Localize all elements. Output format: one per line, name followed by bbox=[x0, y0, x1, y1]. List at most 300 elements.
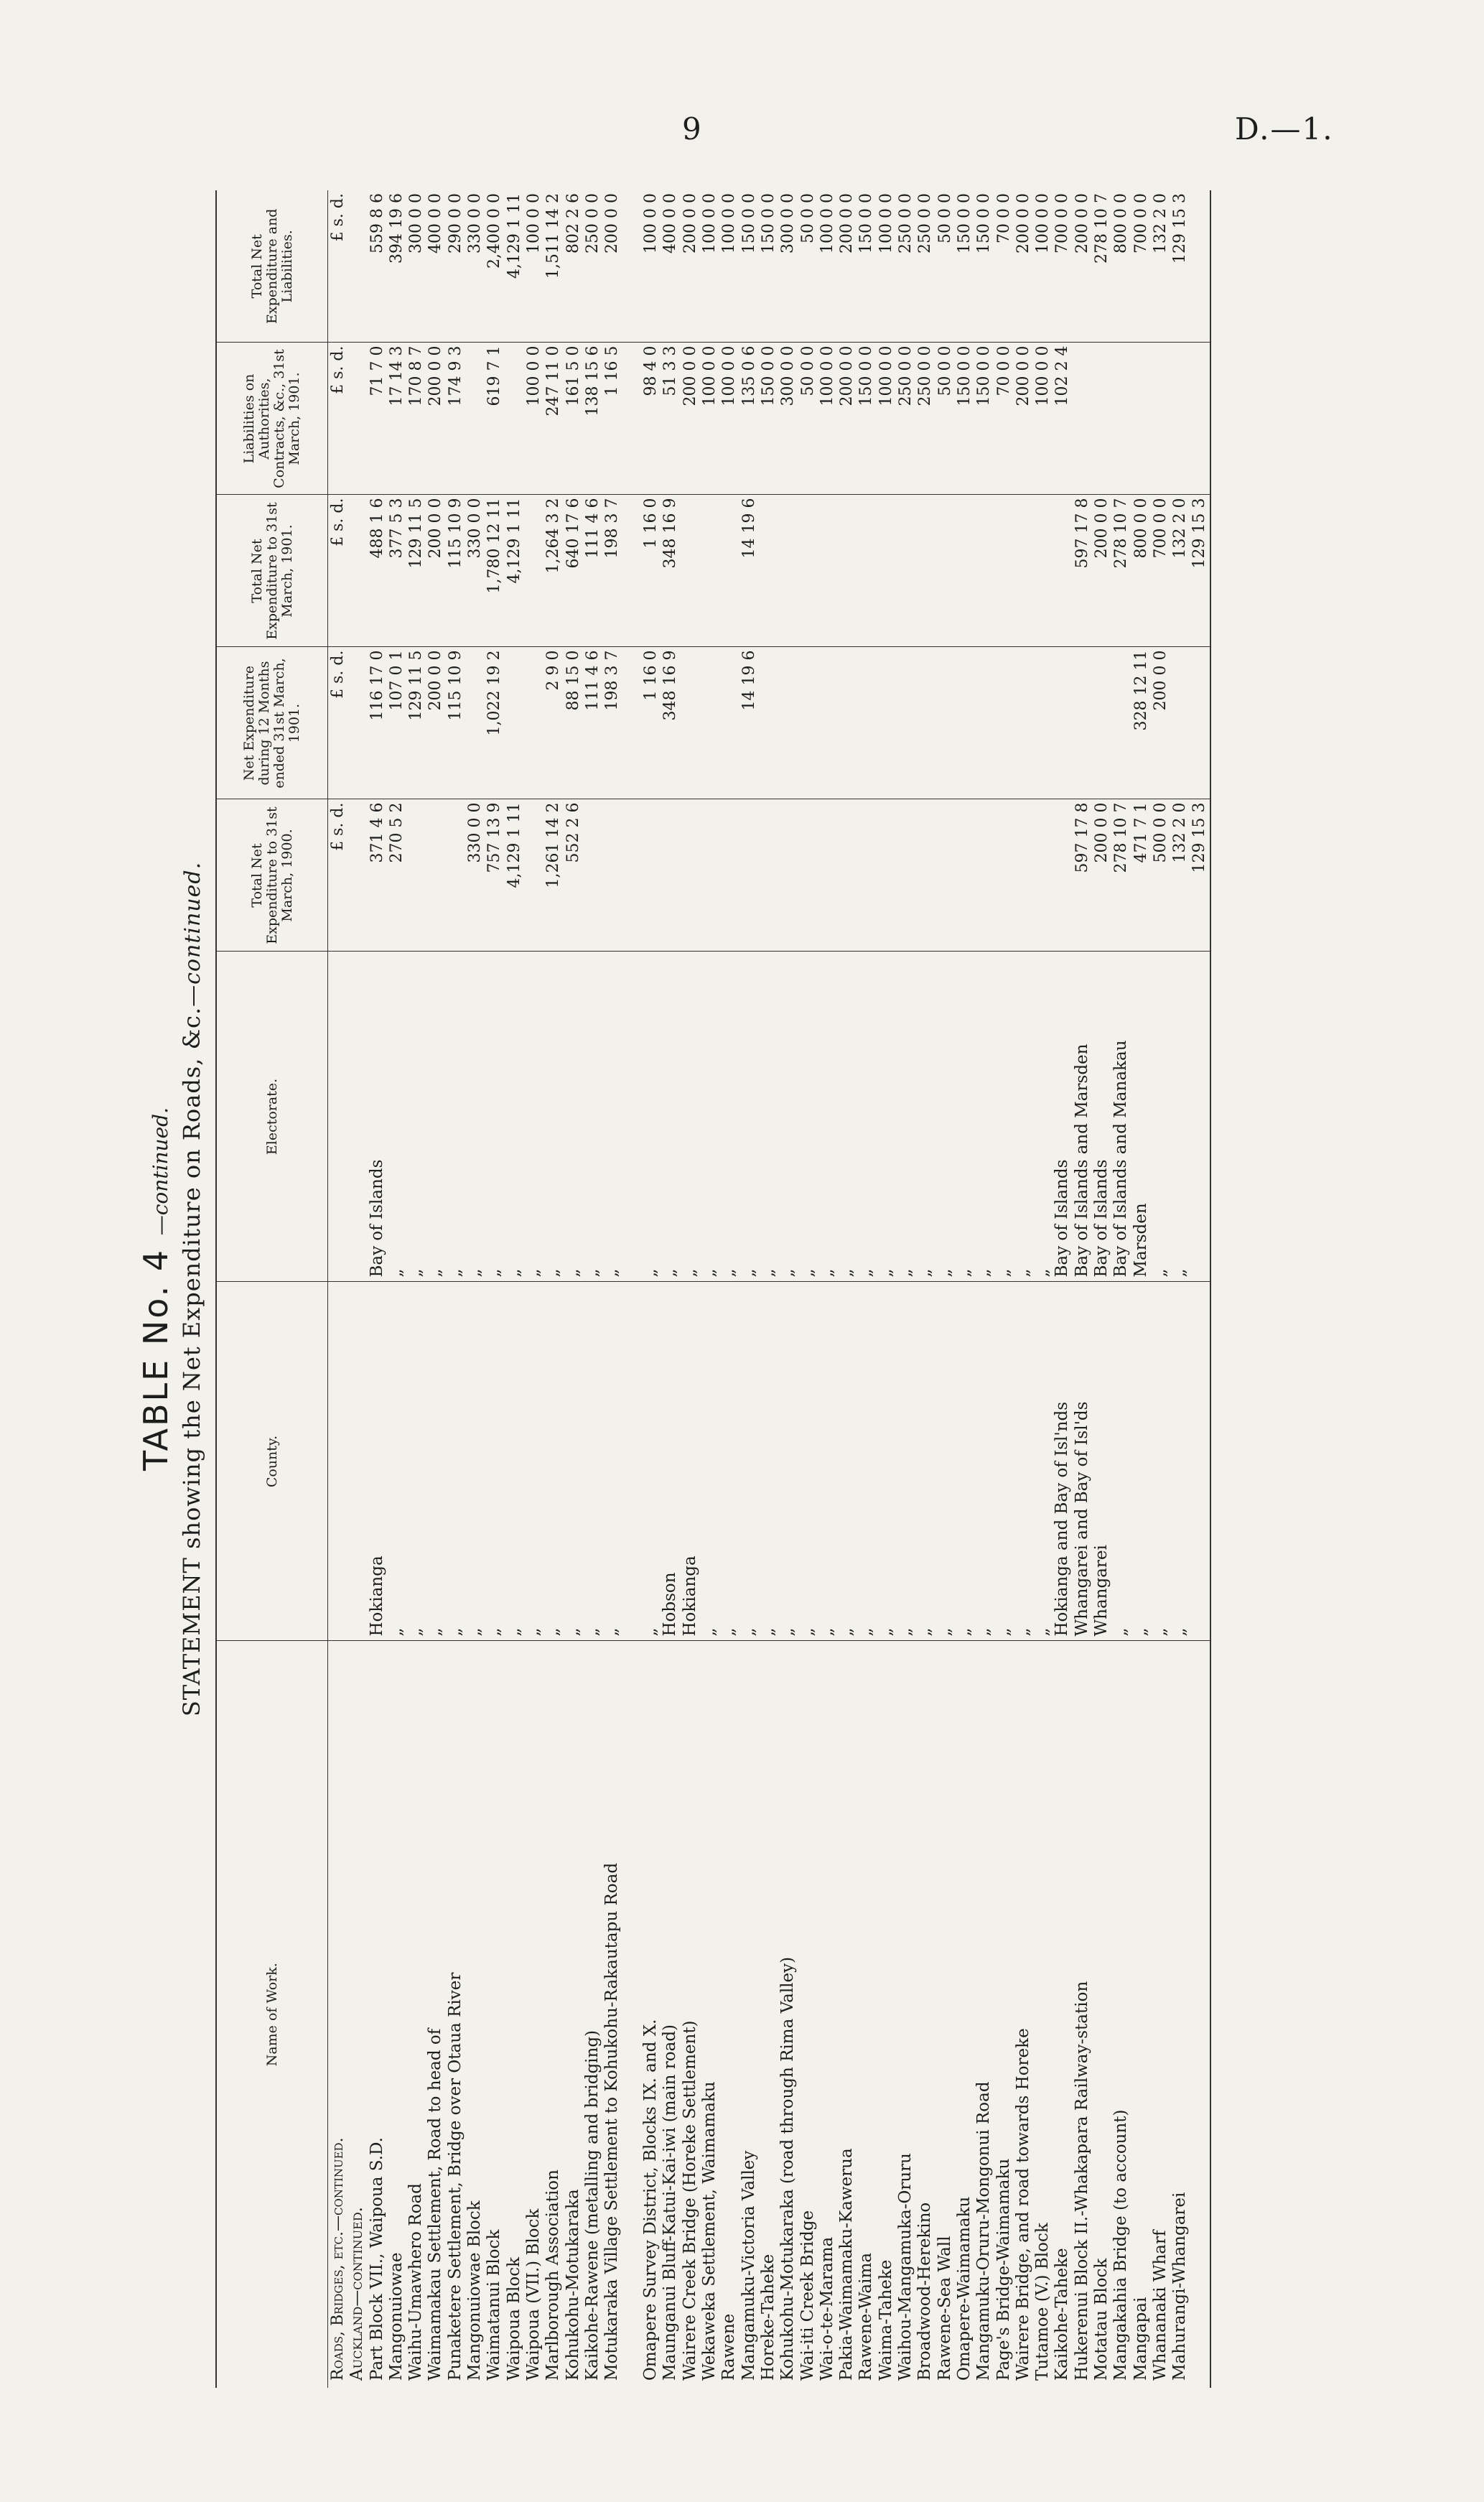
cell-county bbox=[1190, 1282, 1210, 1641]
cell-exp-1900 bbox=[602, 799, 641, 952]
cell-electorate: „ bbox=[739, 952, 759, 1282]
table-row bbox=[1053, 190, 1072, 2388]
cell-exp-1900 bbox=[955, 799, 974, 952]
cell-exp-12-months bbox=[719, 647, 739, 799]
cell-name: Mangakahia Bridge (to account) bbox=[1111, 2109, 1131, 2381]
cell-electorate: „ bbox=[1014, 952, 1033, 1282]
cell-exp-12-months: 1,022 19 2 bbox=[485, 647, 504, 799]
cell-exp-1901: 700 0 0 bbox=[1151, 495, 1170, 647]
cell-liabilities bbox=[1151, 343, 1170, 495]
cell-liabilities: 150 0 0 bbox=[974, 343, 994, 495]
table-row bbox=[994, 190, 1014, 2388]
cell-name: Rawene-Sea Wall bbox=[935, 2236, 954, 2381]
cell-exp-1900 bbox=[759, 799, 778, 952]
cell-total: 50 0 0 bbox=[798, 190, 818, 343]
cell-exp-12-months bbox=[681, 647, 700, 799]
cell-liabilities: 100 0 0 bbox=[1033, 343, 1053, 495]
cell-liabilities: 300 0 0 bbox=[778, 343, 798, 495]
cell-total: 400 0 0 bbox=[661, 190, 680, 343]
cell-liabilities: 100 0 0 bbox=[719, 343, 739, 495]
cell-exp-1900: 500 0 0 bbox=[1151, 799, 1170, 952]
table-row bbox=[1111, 190, 1131, 2388]
cell-liabilities: 619 7 1 bbox=[485, 343, 504, 495]
cell-name: Rawene-Waima bbox=[857, 2252, 876, 2381]
cell-county: „ bbox=[837, 1282, 857, 1641]
cell-exp-12-months bbox=[818, 647, 837, 799]
table-title: TABLE No. 4 —continued. bbox=[136, 1107, 175, 1471]
cell-electorate: „ bbox=[681, 952, 700, 1282]
cell-exp-1901 bbox=[974, 495, 994, 647]
cell-liabilities: 150 0 0 bbox=[759, 343, 778, 495]
cell-exp-1901: 4,129 1 11 bbox=[505, 495, 524, 647]
cell-name: Wairere Bridge, and road towards Horeke bbox=[1013, 2028, 1032, 2381]
cell-county: „ bbox=[602, 1282, 641, 1641]
cell-exp-1901 bbox=[857, 495, 876, 647]
section-heading: Roads, Bridges, etc.—continued. bbox=[329, 2137, 347, 2381]
cell-electorate: „ bbox=[387, 952, 406, 1282]
cell-exp-12-months bbox=[857, 647, 876, 799]
cell-county: Whangarei and Bay of Isl'ds bbox=[1073, 1282, 1092, 1641]
cell-exp-1901: 1 16 0 bbox=[641, 495, 661, 647]
cell-total: 100 0 0 bbox=[719, 190, 739, 343]
document-code: D.—1. bbox=[1235, 111, 1334, 147]
header-county: County. bbox=[216, 1282, 328, 1641]
cell-exp-1901: 330 0 0 bbox=[465, 495, 485, 647]
cell-exp-12-months bbox=[837, 647, 857, 799]
cell-liabilities: 161 5 0 bbox=[564, 343, 583, 495]
cell-exp-12-months: 2 9 0 bbox=[543, 647, 563, 799]
cell-electorate: „ bbox=[818, 952, 837, 1282]
header-expenditure-1900: Total Net Expenditure to 31st March, 1900. bbox=[216, 799, 328, 952]
cell-name: Whananaki Wharf bbox=[1150, 2230, 1170, 2381]
cell-name: Mangonuiowae Block bbox=[465, 2200, 485, 2381]
cell-exp-12-months bbox=[994, 647, 1014, 799]
cell-total: 100 0 0 bbox=[877, 190, 896, 343]
cell-liabilities: 170 8 7 bbox=[406, 343, 426, 495]
cell-name: Mangonuiowae bbox=[386, 2252, 406, 2381]
cell-electorate: „ bbox=[778, 952, 798, 1282]
cell-exp-1900: 597 17 8 bbox=[1073, 799, 1092, 952]
cell-liabilities bbox=[465, 343, 485, 495]
cell-name: Kaikohe-Rawene (metalling and bridging) bbox=[582, 2029, 602, 2381]
cell-total: 100 0 0 bbox=[641, 190, 661, 343]
cell-exp-1900 bbox=[877, 799, 896, 952]
cell-exp-12-months bbox=[1053, 647, 1072, 799]
cell-name: Page's Bridge-Waimamaku bbox=[994, 2158, 1013, 2381]
cell-exp-1900: 278 10 7 bbox=[1111, 799, 1131, 952]
cell-exp-1901 bbox=[994, 495, 1014, 647]
cell-county: „ bbox=[446, 1282, 465, 1641]
table-row bbox=[641, 190, 661, 2388]
cell-total: 129 15 3 bbox=[1170, 190, 1190, 343]
cell-electorate: „ bbox=[719, 952, 739, 1282]
cell-electorate: „ bbox=[955, 952, 974, 1282]
cell-electorate: „ bbox=[915, 952, 935, 1282]
cell-total: 278 10 7 bbox=[1092, 190, 1111, 343]
cell-exp-12-months: 88 15 0 bbox=[564, 647, 583, 799]
cell-exp-12-months bbox=[700, 647, 719, 799]
cell-liabilities: 50 0 0 bbox=[798, 343, 818, 495]
cell-exp-1900 bbox=[778, 799, 798, 952]
cell-exp-12-months bbox=[798, 647, 818, 799]
cell-liabilities: 200 0 0 bbox=[837, 343, 857, 495]
cell-exp-1901: 129 15 3 bbox=[1190, 495, 1210, 647]
cell-exp-12-months bbox=[465, 647, 485, 799]
cell-total: 200 0 0 bbox=[837, 190, 857, 343]
cell-county: „ bbox=[719, 1282, 739, 1641]
table-row bbox=[935, 190, 955, 2388]
cell-county: „ bbox=[798, 1282, 818, 1641]
cell-total: 700 0 0 bbox=[1131, 190, 1151, 343]
cell-name: Maunganui Bluff-Katui-Kai-iwi (main road) bbox=[661, 2024, 680, 2381]
cell-liabilities bbox=[1092, 343, 1111, 495]
cell-exp-1900: 129 15 3 bbox=[1190, 799, 1210, 952]
header-expenditure-12-months: Net Expenditure during 12 Months ended 31st March, 1901. bbox=[216, 647, 328, 799]
cell-exp-12-months bbox=[778, 647, 798, 799]
cell-exp-1900 bbox=[406, 799, 426, 952]
cell-county: Hokianga bbox=[368, 1282, 387, 1641]
table-row bbox=[485, 190, 504, 2388]
cell-county: „ bbox=[1033, 1282, 1053, 1641]
table-row bbox=[857, 190, 876, 2388]
cell-electorate: Bay of Islands bbox=[1092, 952, 1111, 1282]
cell-exp-1900 bbox=[857, 799, 876, 952]
cell-exp-12-months: 200 0 0 bbox=[1151, 647, 1170, 799]
table-row bbox=[877, 190, 896, 2388]
header-total: Total Net Expenditure and Liabilities. bbox=[216, 190, 328, 343]
unit-label: £ s. d. bbox=[328, 495, 348, 647]
cell-exp-1900: 552 2 6 bbox=[564, 799, 583, 952]
cell-exp-1900 bbox=[681, 799, 700, 952]
cell-total: 1,511 14 2 bbox=[543, 190, 563, 343]
cell-electorate: „ bbox=[406, 952, 426, 1282]
cell-electorate: „ bbox=[837, 952, 857, 1282]
cell-exp-1901: 597 17 8 bbox=[1073, 495, 1092, 647]
page-number: 9 bbox=[682, 111, 701, 147]
cell-exp-12-months: 116 17 0 bbox=[368, 647, 387, 799]
table-row bbox=[387, 190, 406, 2388]
cell-name: Pakia-Waimamaku-Kawerua bbox=[837, 2148, 857, 2381]
cell-county: „ bbox=[759, 1282, 778, 1641]
cell-total: 200 0 0 bbox=[602, 190, 641, 343]
cell-liabilities bbox=[505, 343, 524, 495]
cell-electorate: „ bbox=[543, 952, 563, 1282]
table-row bbox=[1092, 190, 1111, 2388]
cell-name: Mangamuku-Victoria Valley bbox=[739, 2150, 758, 2381]
cell-exp-12-months: 14 19 6 bbox=[739, 647, 759, 799]
cell-total bbox=[1190, 190, 1210, 343]
cell-exp-1901: 14 19 6 bbox=[739, 495, 759, 647]
cell-exp-12-months bbox=[1033, 647, 1053, 799]
cell-electorate: „ bbox=[974, 952, 994, 1282]
cell-county: Hokianga and Bay of Isl'nds bbox=[1053, 1282, 1072, 1641]
cell-electorate: Bay of Islands bbox=[368, 952, 387, 1282]
cell-exp-12-months bbox=[759, 647, 778, 799]
cell-total: 400 0 0 bbox=[426, 190, 445, 343]
cell-exp-12-months bbox=[505, 647, 524, 799]
cell-exp-12-months: 115 10 9 bbox=[446, 647, 465, 799]
cell-electorate: Bay of Islands bbox=[1053, 952, 1072, 1282]
cell-exp-1900 bbox=[974, 799, 994, 952]
cell-exp-1901 bbox=[798, 495, 818, 647]
cell-total: 100 0 0 bbox=[818, 190, 837, 343]
cell-electorate: „ bbox=[994, 952, 1014, 1282]
cell-liabilities: 150 0 0 bbox=[955, 343, 974, 495]
cell-liabilities: 100 0 0 bbox=[524, 343, 543, 495]
cell-total: 250 0 0 bbox=[915, 190, 935, 343]
cell-electorate: „ bbox=[661, 952, 680, 1282]
cell-name: Waimamakau Settlement, Road to head of bbox=[426, 2028, 445, 2381]
cell-liabilities: 250 0 0 bbox=[915, 343, 935, 495]
cell-total: 150 0 0 bbox=[759, 190, 778, 343]
cell-exp-1900 bbox=[739, 799, 759, 952]
cell-exp-1900: 757 13 9 bbox=[485, 799, 504, 952]
cell-exp-1900 bbox=[661, 799, 680, 952]
cell-county: „ bbox=[857, 1282, 876, 1641]
cell-county: „ bbox=[778, 1282, 798, 1641]
cell-exp-1900 bbox=[994, 799, 1014, 952]
cell-total: 150 0 0 bbox=[955, 190, 974, 343]
cell-total: 200 0 0 bbox=[1014, 190, 1033, 343]
cell-electorate: „ bbox=[485, 952, 504, 1282]
table-row bbox=[1170, 190, 1190, 2388]
cell-name: Broadwood-Herekino bbox=[915, 2202, 935, 2381]
cell-exp-1901 bbox=[818, 495, 837, 647]
cell-total: 300 0 0 bbox=[778, 190, 798, 343]
header-name-of-work: Name of Work. bbox=[216, 1641, 328, 2388]
table-subtitle: STATEMENT showing the Net Expenditure on Roads, &c.—continued. bbox=[178, 861, 205, 1717]
cell-exp-1901: 348 16 9 bbox=[661, 495, 680, 647]
cell-total: 300 0 0 bbox=[406, 190, 426, 343]
table-row bbox=[915, 190, 935, 2388]
table-row bbox=[837, 190, 857, 2388]
cell-electorate: „ bbox=[524, 952, 543, 1282]
cell-liabilities bbox=[1131, 343, 1151, 495]
cell-exp-1901: 198 3 7 bbox=[602, 495, 641, 647]
cell-exp-12-months bbox=[896, 647, 915, 799]
cell-exp-1901: 132 2 0 bbox=[1170, 495, 1190, 647]
table-row bbox=[602, 190, 641, 2388]
table-row bbox=[426, 190, 445, 2388]
cell-county: „ bbox=[1111, 1282, 1131, 1641]
cell-electorate bbox=[1190, 952, 1210, 1282]
table-row bbox=[778, 190, 798, 2388]
cell-exp-1900: 132 2 0 bbox=[1170, 799, 1190, 952]
cell-county: „ bbox=[955, 1282, 974, 1641]
cell-electorate: „ bbox=[798, 952, 818, 1282]
cell-county: Hobson bbox=[661, 1282, 680, 1641]
cell-total: 150 0 0 bbox=[974, 190, 994, 343]
cell-exp-1900 bbox=[818, 799, 837, 952]
cell-county: „ bbox=[641, 1282, 661, 1641]
table-row bbox=[524, 190, 543, 2388]
cell-name: Part Block VII., Waipoua S.D. bbox=[367, 2137, 386, 2381]
cell-exp-12-months: 200 0 0 bbox=[426, 647, 445, 799]
cell-name: Kohukohu-Motukaraka (road through Rima Valley) bbox=[778, 1956, 798, 2381]
cell-total: 4,129 1 11 bbox=[505, 190, 524, 343]
cell-electorate: „ bbox=[857, 952, 876, 1282]
header-liabilities: Liabilities on Authorities, Contracts, &c., 31st March, 1901. bbox=[216, 343, 328, 495]
cell-county: Hokianga bbox=[681, 1282, 700, 1641]
cell-exp-1900: 1,261 14 2 bbox=[543, 799, 563, 952]
cell-liabilities bbox=[1111, 343, 1131, 495]
cell-electorate: „ bbox=[505, 952, 524, 1282]
cell-total: 250 0 0 bbox=[583, 190, 602, 343]
cell-liabilities: 174 9 3 bbox=[446, 343, 465, 495]
cell-total: 394 19 6 bbox=[387, 190, 406, 343]
cell-exp-12-months bbox=[1073, 647, 1092, 799]
cell-electorate: „ bbox=[1170, 952, 1190, 1282]
cell-exp-12-months: 328 12 11 bbox=[1131, 647, 1151, 799]
cell-county: „ bbox=[1131, 1282, 1151, 1641]
cell-name: Marlborough Association bbox=[543, 2170, 563, 2381]
cell-name: Hukerenui Block II.-Whakapara Railway-station bbox=[1072, 1981, 1091, 2381]
cell-liabilities: 102 2 4 bbox=[1053, 343, 1072, 495]
cell-total: 700 0 0 bbox=[1053, 190, 1072, 343]
table-row bbox=[1033, 190, 1053, 2388]
cell-exp-12-months bbox=[1092, 647, 1111, 799]
table-row bbox=[896, 190, 915, 2388]
cell-name: Punaketere Settlement, Bridge over Otaua River bbox=[445, 1972, 465, 2381]
cell-county: „ bbox=[505, 1282, 524, 1641]
cell-exp-1901 bbox=[759, 495, 778, 647]
cell-county: „ bbox=[564, 1282, 583, 1641]
cell-liabilities: 200 0 0 bbox=[681, 343, 700, 495]
table-row bbox=[759, 190, 778, 2388]
cell-liabilities: 135 0 6 bbox=[739, 343, 759, 495]
cell-liabilities: 70 0 0 bbox=[994, 343, 1014, 495]
cell-liabilities: 100 0 0 bbox=[877, 343, 896, 495]
cell-exp-1901: 278 10 7 bbox=[1111, 495, 1131, 647]
cell-total: 250 0 0 bbox=[896, 190, 915, 343]
cell-liabilities: 1 16 5 bbox=[602, 343, 641, 495]
cell-county: „ bbox=[426, 1282, 445, 1641]
cell-exp-12-months: 111 4 6 bbox=[583, 647, 602, 799]
cell-name: Tutamoe (V.) Block bbox=[1033, 2223, 1053, 2381]
cell-county: „ bbox=[994, 1282, 1014, 1641]
cell-exp-1900 bbox=[837, 799, 857, 952]
cell-exp-1901 bbox=[877, 495, 896, 647]
cell-exp-1901: 377 5 3 bbox=[387, 495, 406, 647]
unit-label: £ s. d. bbox=[328, 343, 348, 495]
cell-exp-1900 bbox=[915, 799, 935, 952]
cell-liabilities: 150 0 0 bbox=[857, 343, 876, 495]
cell-liabilities bbox=[1170, 343, 1190, 495]
cell-total: 290 0 0 bbox=[446, 190, 465, 343]
cell-total: 200 0 0 bbox=[681, 190, 700, 343]
cell-exp-1901 bbox=[896, 495, 915, 647]
table-row bbox=[1190, 190, 1210, 2388]
cell-name: Waipoua Block bbox=[504, 2256, 523, 2381]
cell-exp-1900 bbox=[798, 799, 818, 952]
cell-exp-12-months: 198 3 7 bbox=[602, 647, 641, 799]
table-row bbox=[583, 190, 602, 2388]
cell-exp-12-months bbox=[974, 647, 994, 799]
cell-exp-1901 bbox=[1053, 495, 1072, 647]
table-row bbox=[661, 190, 680, 2388]
cell-exp-1900: 371 4 6 bbox=[368, 799, 387, 952]
cell-liabilities: 200 0 0 bbox=[1014, 343, 1033, 495]
cell-total: 70 0 0 bbox=[994, 190, 1014, 343]
table-row bbox=[505, 190, 524, 2388]
cell-county: „ bbox=[915, 1282, 935, 1641]
cell-liabilities: 71 7 0 bbox=[368, 343, 387, 495]
cell-liabilities: 51 3 3 bbox=[661, 343, 680, 495]
cell-name: Wai-o-te-Marama bbox=[817, 2236, 836, 2381]
cell-exp-12-months bbox=[524, 647, 543, 799]
header-row bbox=[216, 190, 328, 2388]
cell-name: Omapere-Waimamaku bbox=[954, 2196, 974, 2381]
cell-exp-1900 bbox=[583, 799, 602, 952]
table-row bbox=[465, 190, 485, 2388]
cell-total: 100 0 0 bbox=[700, 190, 719, 343]
cell-name: Waima-Taheke bbox=[876, 2259, 895, 2381]
cell-county: „ bbox=[935, 1282, 955, 1641]
cell-electorate: „ bbox=[465, 952, 485, 1282]
cell-exp-1901: 488 1 6 bbox=[368, 495, 387, 647]
table-row bbox=[681, 190, 700, 2388]
cell-exp-1901 bbox=[837, 495, 857, 647]
cell-exp-1900: 270 5 2 bbox=[387, 799, 406, 952]
table-row bbox=[1014, 190, 1033, 2388]
cell-name: Waihou-Mangamuka-Oruru bbox=[896, 2153, 915, 2381]
cell-total: 150 0 0 bbox=[739, 190, 759, 343]
cell-electorate: „ bbox=[896, 952, 915, 1282]
expenditure-table bbox=[215, 190, 1211, 2388]
cell-county: „ bbox=[974, 1282, 994, 1641]
cell-county: „ bbox=[543, 1282, 563, 1641]
cell-liabilities: 100 0 0 bbox=[700, 343, 719, 495]
cell-exp-1900 bbox=[446, 799, 465, 952]
cell-exp-12-months bbox=[1111, 647, 1131, 799]
cell-exp-12-months bbox=[1014, 647, 1033, 799]
cell-electorate: „ bbox=[564, 952, 583, 1282]
cell-exp-12-months: 107 0 1 bbox=[387, 647, 406, 799]
cell-name: Mangamuku-Oruru-Mongonui Road bbox=[974, 2081, 994, 2381]
cell-electorate: „ bbox=[641, 952, 661, 1282]
table-row bbox=[955, 190, 974, 2388]
cell-name: Kohukohu-Motukaraka bbox=[563, 2189, 582, 2381]
cell-exp-1900 bbox=[1033, 799, 1053, 952]
cell-electorate: „ bbox=[1151, 952, 1170, 1282]
cell-electorate: „ bbox=[583, 952, 602, 1282]
cell-liabilities: 138 15 6 bbox=[583, 343, 602, 495]
cell-electorate: „ bbox=[446, 952, 465, 1282]
cell-county: „ bbox=[896, 1282, 915, 1641]
cell-total: 50 0 0 bbox=[935, 190, 955, 343]
rotated-table-page bbox=[136, 190, 1357, 2388]
cell-exp-12-months bbox=[955, 647, 974, 799]
cell-exp-1901 bbox=[524, 495, 543, 647]
cell-total: 330 0 0 bbox=[465, 190, 485, 343]
cell-exp-1901: 800 0 0 bbox=[1131, 495, 1151, 647]
cell-county: „ bbox=[583, 1282, 602, 1641]
cell-county: „ bbox=[1014, 1282, 1033, 1641]
table-row bbox=[700, 190, 719, 2388]
cell-exp-1901 bbox=[778, 495, 798, 647]
cell-exp-1900 bbox=[426, 799, 445, 952]
table-row bbox=[446, 190, 465, 2388]
table-row bbox=[974, 190, 994, 2388]
cell-electorate: Marsden bbox=[1131, 952, 1151, 1282]
cell-exp-1901 bbox=[719, 495, 739, 647]
cell-exp-1900 bbox=[896, 799, 915, 952]
subsection-heading: Auckland—continued. bbox=[347, 2207, 367, 2381]
cell-exp-12-months: 348 16 9 bbox=[661, 647, 680, 799]
cell-exp-1900 bbox=[700, 799, 719, 952]
cell-exp-12-months bbox=[915, 647, 935, 799]
cell-exp-12-months: 129 11 5 bbox=[406, 647, 426, 799]
